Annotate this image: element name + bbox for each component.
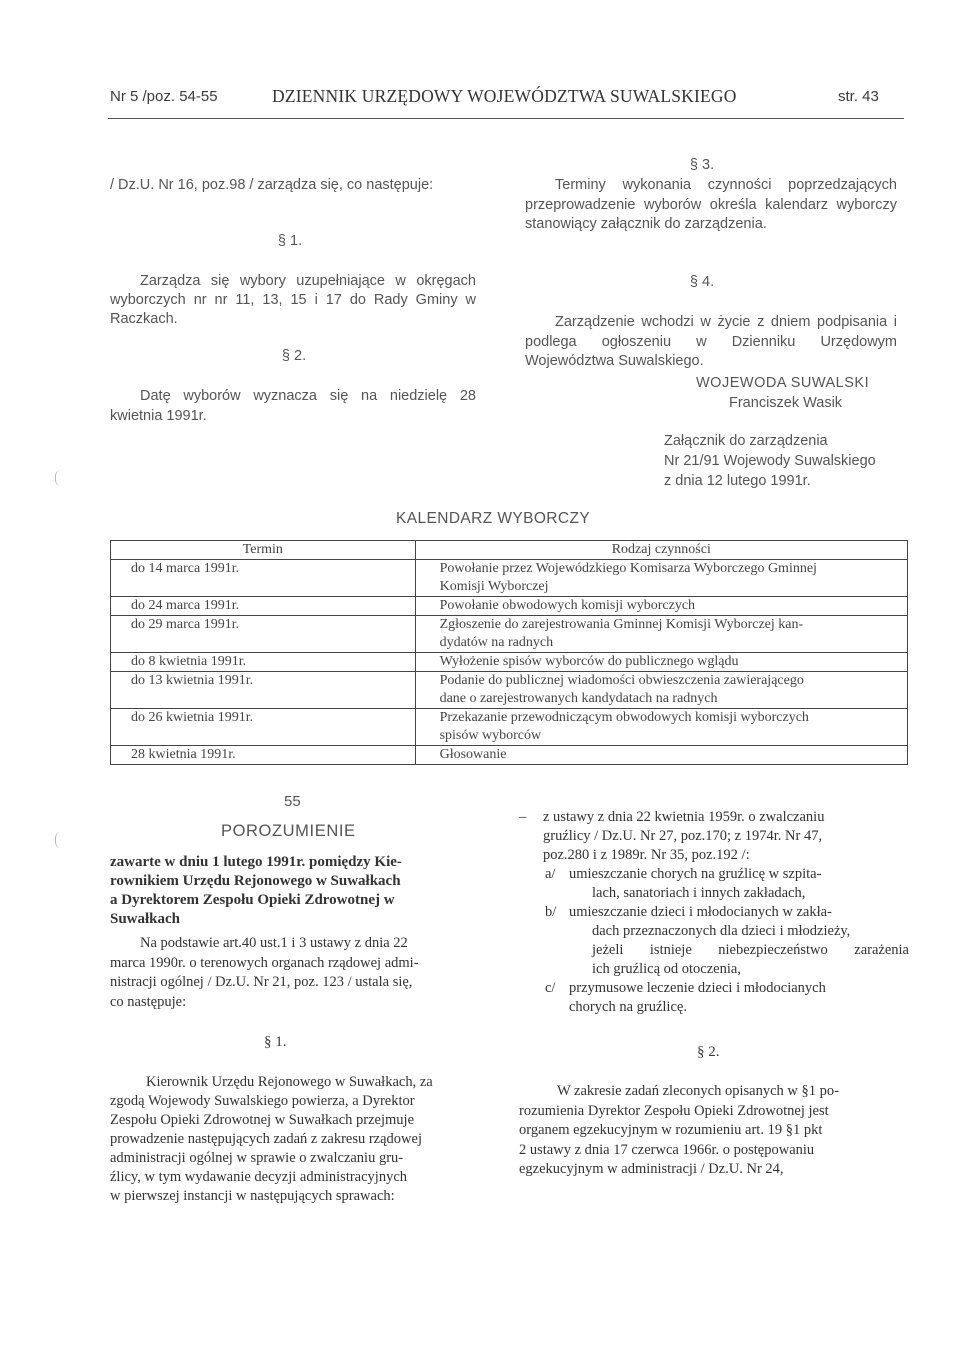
item-line: przymusowe leczenie dzieci i młodocianych [569, 980, 826, 996]
item-line: umieszczanie chorych na gruźlicę w szpita- [569, 866, 822, 882]
term-cell: do 8 kwietnia 1991r. [111, 653, 416, 672]
doc55-statute-reference [519, 808, 909, 865]
doc55-title: POROZUMIENIE [221, 822, 356, 840]
item-line: jeżeli istnieje niebezpieczeństwo zarażenia [592, 942, 909, 958]
term-cell: do 13 kwietnia 1991r. [111, 672, 416, 709]
statute-line: poz.280 i z 1989r. Nr 35, poz.192 /: [543, 847, 750, 863]
doc54-sec2-label: § 2. [281, 348, 307, 364]
sec2-line: rozumienia Dyrektor Zespołu Opieki Zdrowotnej jest [519, 1102, 829, 1119]
doc54-sec4-text: Zarządzenie wchodzi w życie z dniem podpisania i podlega ogłoszeniu w Dzienniku Urzędowym Województwa Suwalskiego. [525, 314, 897, 369]
column-header-action: Rodzaj czynności [415, 541, 907, 560]
action-line: Powołanie obwodowych komisji wyborczych [439, 598, 696, 613]
annex-line-1: Załącznik do zarządzenia [664, 433, 828, 449]
action-cell [415, 653, 907, 672]
table-header-row [111, 541, 908, 560]
statute-line: gruźlicy / Dz.U. Nr 27, poz.170; z 1974r. Nr 47, [543, 828, 823, 844]
action-cell [415, 746, 907, 765]
item-marker: a/ [545, 866, 556, 882]
doc54-sec3-text: Terminy wykonania czynności poprzedzających przeprowadzenie wyborów określa kalendarz wyborczy stanowiący załącznik do zarządzenia. [525, 177, 897, 232]
action-line: dane o zarejestrowanych kandydatach na radnych [439, 691, 718, 706]
doc54-sec1-text: Zarządza się wybory uzupełniające w okręgach wyborczych nr nr 11, 13, 15 i 17 do Rady Gminy w Raczkach. [110, 273, 476, 327]
action-line: dydatów na radnych [439, 635, 554, 650]
action-cell [415, 616, 907, 653]
signature-name: Franciszek Wasik [729, 395, 843, 411]
sec2-line: egzekucyjnym w administracji / Dz.U. Nr 24, [519, 1161, 784, 1177]
doc55-sec2-label: § 2. [697, 1044, 720, 1060]
calendar-table [110, 540, 908, 765]
sec1-line: Zespołu Opieki Zdrowotnej w Suwałkach przejmuje [110, 1112, 415, 1128]
subtitle-line: a Dyrektorem Zespołu Opieki Zdrowotnej w [110, 892, 395, 908]
sec2-line: 2 ustawy z dnia 17 czerwca 1966r. o postępowaniu [519, 1141, 815, 1158]
action-line: Głosowanie [439, 747, 507, 762]
list-item [545, 865, 909, 903]
subtitle-line: zawarte w dniu 1 lutego 1991r. pomiędzy Kie- [110, 854, 402, 870]
item-marker: b/ [545, 904, 557, 920]
list-item [545, 979, 909, 1017]
table-row [111, 597, 908, 616]
table-row [111, 709, 908, 746]
doc55-number: 55 [284, 793, 301, 810]
doc54-sec1-label: § 1. [277, 233, 303, 249]
basis-line: Na podstawie art.40 ust.1 i 3 ustawy z dnia 22 [140, 935, 408, 951]
sec1-line: administracji ogólnej w sprawie o zwalczaniu gru- [110, 1150, 404, 1166]
doc55-basis [110, 934, 482, 1012]
action-cell [415, 672, 907, 709]
item-marker: c/ [545, 980, 556, 996]
basis-line: nistracji ogólnej / Dz.U. Nr 21, poz. 123 / ustala się, [110, 974, 413, 990]
list-item [545, 903, 909, 979]
table-row [111, 616, 908, 653]
item-line: umieszczanie dzieci i młodocianych w zakła- [569, 904, 832, 920]
item-line: chorych na gruźlicę. [569, 999, 687, 1015]
table-row [111, 560, 908, 597]
term-cell: do 14 marca 1991r. [111, 560, 416, 597]
scan-margin-mark [55, 832, 61, 848]
action-cell [415, 709, 907, 746]
table-row [111, 746, 908, 765]
sec2-line: organem egzekucyjnym w rozumieniu art. 19 §1 pkt [519, 1122, 823, 1138]
signature-title: WOJEWODA SUWALSKI [696, 375, 870, 391]
subtitle-line: Suwałkach [110, 911, 181, 927]
action-line: Zgłoszenie do zarejestrowania Gminnej Komisji Wyborczej kan- [439, 617, 804, 632]
header-rule [108, 118, 904, 119]
action-cell [415, 560, 907, 597]
doc54-intro: / Dz.U. Nr 16, poz.98 / zarządza się, co następuje: [110, 177, 434, 193]
column-header-term: Termin [111, 541, 416, 560]
sec2-line: W zakresie zadań zleconych opisanych w §1 po- [557, 1083, 839, 1099]
term-cell: do 24 marca 1991r. [111, 597, 416, 616]
term-cell: 28 kwietnia 1991r. [111, 746, 416, 765]
action-line: Podanie do publicznej wiadomości obwieszczenia zawierającego [439, 673, 804, 688]
doc55-sec1-text [110, 1073, 482, 1206]
doc54-sec3-label: § 3. [689, 157, 715, 173]
doc55-sec2-text [519, 1082, 909, 1180]
action-line: Powołanie przez Wojewódzkiego Komisarza Wyborczego Gminnej [439, 561, 817, 576]
term-cell: do 29 marca 1991r. [111, 616, 416, 653]
action-line: Przekazanie przewodniczącym obwodowych komisji wyborczych [439, 710, 809, 725]
statute-line: z ustawy z dnia 22 kwietnia 1959r. o zwalczaniu [543, 809, 825, 825]
item-line: lach, sanatoriach i innych zakładach, [592, 885, 806, 901]
action-cell [415, 597, 907, 616]
header-journal-title: DZIENNIK URZĘDOWY WOJEWÓDZTWA SUWALSKIEGO [272, 86, 737, 106]
table-row [111, 653, 908, 672]
doc55-items-list [545, 865, 909, 1017]
doc54-sec2-text: Datę wyborów wyznacza się na niedzielę 28 kwietnia 1991r. [110, 388, 476, 424]
action-line: spisów wyborców [439, 728, 542, 743]
table-row [111, 672, 908, 709]
sec1-line: Kierownik Urzędu Rejonowego w Suwałkach, za [146, 1074, 433, 1090]
header-issue-number: Nr 5 /poz. 54-55 [110, 88, 218, 105]
annex-line-2: Nr 21/91 Wojewody Suwalskiego [664, 453, 876, 469]
list-dash: – [519, 809, 527, 825]
sec1-line: prowadzenie następujących zadań z zakresu rządowej [110, 1131, 422, 1147]
annex-line-3: z dnia 12 lutego 1991r. [664, 473, 811, 489]
sec1-line: źlicy, w tym wydawanie decyzji administracyjnych [110, 1169, 408, 1185]
action-line: Komisji Wyborczej [439, 579, 549, 594]
item-line: dach przeznaczonych dla dzieci i młodzieży, [592, 923, 851, 939]
sec1-line: w pierwszej instancji w następujących sprawach: [110, 1188, 395, 1204]
basis-line: co następuje: [110, 993, 187, 1010]
action-line: Wyłożenie spisów wyborców do publicznego wglądu [439, 654, 739, 669]
header-page-number: str. 43 [838, 88, 879, 105]
doc55-subtitle [110, 853, 482, 929]
doc54-sec4-label: § 4. [689, 274, 715, 290]
scan-margin-mark [55, 470, 61, 486]
sec1-line: zgodą Wojewody Suwalskiego powierza, a Dyrektor [110, 1093, 415, 1109]
doc55-sec1-label: § 1. [264, 1034, 287, 1050]
subtitle-line: rownikiem Urzędu Rejonowego w Suwałkach [110, 873, 401, 889]
term-cell: do 26 kwietnia 1991r. [111, 709, 416, 746]
item-line: ich gruźlicą od otoczenia, [592, 961, 741, 977]
basis-line: marca 1990r. o terenowych organach rządowej admi- [110, 954, 419, 971]
calendar-title: KALENDARZ WYBORCZY [396, 510, 591, 527]
